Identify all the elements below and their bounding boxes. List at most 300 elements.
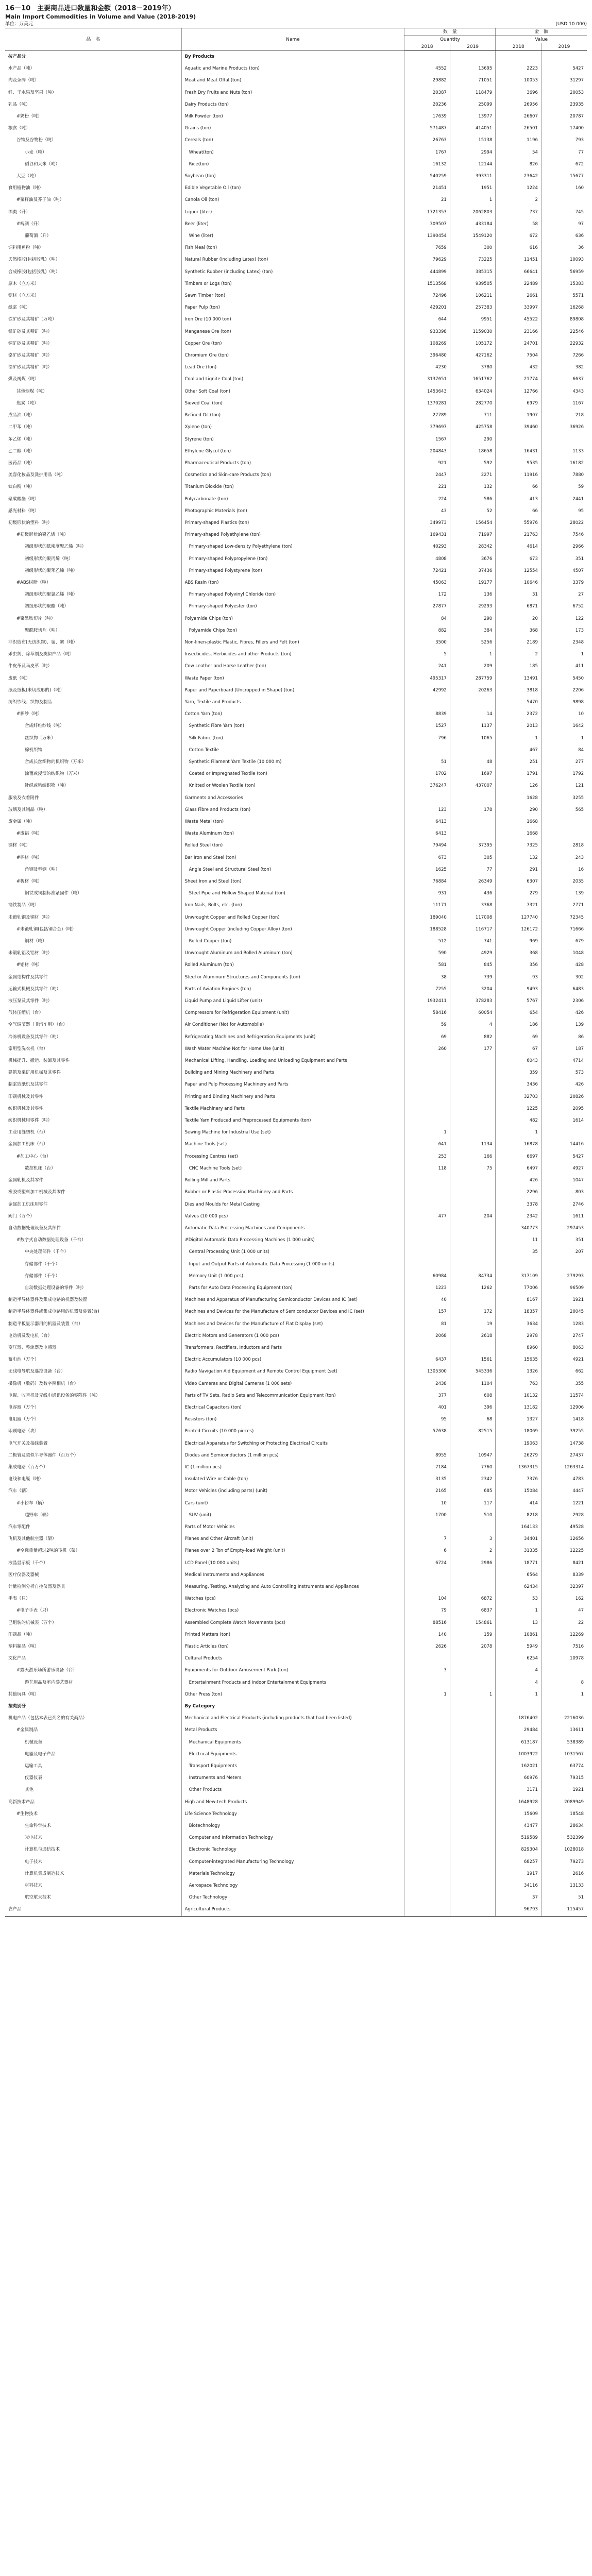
- cell-value-2019: 9898: [541, 697, 587, 708]
- cell-value-2018: 164133: [496, 1521, 542, 1533]
- cell-quantity-2018: 123: [404, 804, 450, 816]
- cell-name-en: Mechanical Lifting, Handling, Loading and Unloading Equipment and Parts: [181, 1055, 404, 1067]
- cell-value-2018: 356: [496, 959, 542, 971]
- cell-quantity-2018: 189040: [404, 912, 450, 924]
- cell-name-en: Life Science Technology: [181, 1808, 404, 1820]
- cell-quantity-2019: 166: [450, 1151, 496, 1163]
- cell-quantity-2018: 26763: [404, 134, 450, 146]
- cell-name-en: Printing and Binding Machinery and Parts: [181, 1091, 404, 1103]
- cell-value-2019: 47: [541, 1605, 587, 1617]
- cell-value-2018: 2: [496, 649, 542, 660]
- cell-quantity-2018: 8839: [404, 708, 450, 720]
- cell-quantity-2019: 1104: [450, 1378, 496, 1390]
- cell-name-en: Waste Paper (ton): [181, 673, 404, 685]
- cell-value-2018: 60976: [496, 1772, 542, 1784]
- cell-value-2019: 679: [541, 936, 587, 947]
- cell-name-cn: 废金属（吨）: [8, 819, 35, 824]
- cell-value-2019: [541, 828, 587, 840]
- cell-value-2019: 39255: [541, 1426, 587, 1437]
- cell-name-en: Insulated Wire or Cable (ton): [181, 1473, 404, 1485]
- cell-name-cn: 锯材（立方米）: [8, 293, 39, 299]
- cell-quantity-2018: [404, 1223, 450, 1234]
- table-row: [5, 1569, 587, 1581]
- cell-quantity-2018: 1625: [404, 864, 450, 876]
- cell-name-cn: 印刷电路（块）: [8, 1429, 39, 1434]
- cell-value-2018: 3634: [496, 1318, 542, 1330]
- cell-quantity-2019: 4929: [450, 947, 496, 959]
- cell-name-en: Mechanical and Electrical Products (including products that had been listed): [181, 1713, 404, 1724]
- cell-name-cn: 苯乙烯（吨）: [8, 436, 35, 442]
- cell-quantity-2018: [404, 1832, 450, 1844]
- cell-value-2018: [496, 51, 542, 63]
- cell-value-2018: 39460: [496, 421, 542, 433]
- cell-name-cn: 气体压缩机（台）: [8, 1010, 44, 1016]
- cell-quantity-2019: 3676: [450, 553, 496, 565]
- cell-value-2019: 79315: [541, 1772, 587, 1784]
- cell-value-2018: 1: [496, 733, 542, 744]
- table-row: [5, 1270, 587, 1282]
- cell-name-en: Titanium Dioxide (ton): [181, 481, 404, 493]
- cell-value-2019: 22: [541, 1617, 587, 1629]
- cell-value-2018: 23166: [496, 326, 542, 338]
- cell-value-2018: 279: [496, 888, 542, 900]
- cell-value-2019: 793: [541, 134, 587, 146]
- cell-name-cn: 按类别分: [8, 1704, 26, 1709]
- cell-value-2018: 291: [496, 864, 542, 876]
- cell-name-en: Rolled Copper (ton): [181, 936, 404, 947]
- cell-name-cn: 农产品: [8, 1907, 22, 1912]
- cell-name-cn: 手表（只）: [8, 1596, 30, 1602]
- cell-value-2019: [541, 1665, 587, 1676]
- cell-quantity-2019: 437007: [450, 780, 496, 792]
- cell-name-cn: 初级形状的聚酯（吨）: [25, 604, 69, 609]
- cell-quantity-2018: 644: [404, 314, 450, 326]
- cell-quantity-2019: [450, 1055, 496, 1067]
- cell-quantity-2019: 52: [450, 505, 496, 517]
- cell-name-cn: 初级形状的低密度聚乙烯（吨）: [25, 544, 87, 550]
- cell-name-en: Rolling Mill and Parts: [181, 1175, 404, 1187]
- table-row: [5, 1318, 587, 1330]
- cell-quantity-2018: 188528: [404, 924, 450, 936]
- cell-value-2018: 32703: [496, 1091, 542, 1103]
- cell-name-en: Measuring, Testing, Analyzing and Auto Controlling Instruments and Appliances: [181, 1581, 404, 1593]
- cell-name-cn: 医药品（吨）: [8, 460, 35, 466]
- cell-name-cn: 铅矿砂及其精矿（吨）: [8, 365, 53, 370]
- cell-value-2018: 43477: [496, 1820, 542, 1832]
- cell-quantity-2019: [450, 1234, 496, 1246]
- cell-name-en: Rubber or Plastic Processing Machinery and Parts: [181, 1187, 404, 1198]
- table-row: [5, 1701, 587, 1713]
- table-row: [5, 888, 587, 900]
- cell-name-cn: 葡萄酒（升）: [25, 233, 52, 239]
- cell-name-en: Non-linen-plastic Plastic, Fibres, Fillers and Felt (ton): [181, 637, 404, 649]
- cell-name-en: Machines and Devices for the Manufacture of Semiconductor Devices and IC (set): [181, 1306, 404, 1318]
- cell-quantity-2019: 1549120: [450, 230, 496, 242]
- cell-quantity-2018: 796: [404, 733, 450, 744]
- cell-value-2019: 532399: [541, 1832, 587, 1844]
- cell-quantity-2018: 108269: [404, 338, 450, 350]
- cell-value-2018: 1668: [496, 816, 542, 828]
- cell-value-2018: 69: [496, 1031, 542, 1043]
- cell-value-2019: 1: [541, 649, 587, 660]
- table-row: [5, 517, 587, 529]
- cell-value-2018: 1: [496, 1605, 542, 1617]
- cell-quantity-2018: 429201: [404, 302, 450, 314]
- cell-name-cn: 已组装的机械表（万个）: [8, 1620, 57, 1625]
- cell-name-en: Valves (10 000 pcs): [181, 1211, 404, 1223]
- table-row: [5, 1462, 587, 1473]
- cell-quantity-2018: 69: [404, 1031, 450, 1043]
- table-row: [5, 134, 587, 146]
- cell-name-en: Rolled Steel (ton): [181, 840, 404, 852]
- cell-quantity-2018: 60984: [404, 1270, 450, 1282]
- cell-name-cn: 金属加工机床（台）: [8, 1142, 48, 1147]
- cell-value-2019: 3379: [541, 577, 587, 589]
- cell-value-2019: 20787: [541, 111, 587, 123]
- cell-value-2019: 12225: [541, 1545, 587, 1557]
- cell-quantity-2019: 845: [450, 959, 496, 971]
- cell-name-en: Metal Products: [181, 1724, 404, 1736]
- cell-quantity-2019: 178: [450, 804, 496, 816]
- cell-value-2018: 7376: [496, 1473, 542, 1485]
- cell-quantity-2019: [450, 792, 496, 804]
- cell-value-2018: 31335: [496, 1545, 542, 1557]
- table-title: [5, 4, 587, 13]
- cell-quantity-2018: [404, 1784, 450, 1796]
- cell-value-2019: 17400: [541, 123, 587, 134]
- cell-quantity-2018: [404, 1653, 450, 1665]
- cell-name-cn: 杀虫剂、除草剂及类似产品（吨）: [8, 652, 74, 657]
- cell-value-2019: 8: [541, 1677, 587, 1689]
- cell-name-cn: 越野车（辆）: [25, 1512, 52, 1518]
- cell-name-en: High and New-tech Products: [181, 1797, 404, 1808]
- cell-quantity-2019: 378283: [450, 995, 496, 1007]
- table-row: [5, 421, 587, 433]
- table-row: [5, 1665, 587, 1676]
- cell-value-2018: 672: [496, 230, 542, 242]
- cell-name-en: Printed Circuits (10 000 pieces): [181, 1426, 404, 1437]
- cell-name-en: Machine Tools (set): [181, 1139, 404, 1150]
- table-row: [5, 1557, 587, 1569]
- cell-value-2019: 2348: [541, 637, 587, 649]
- cell-name-en: Iron Nails, Bolts, etc. (ton): [181, 900, 404, 911]
- cell-value-2019: 7546: [541, 529, 587, 541]
- cell-value-2019: 20045: [541, 1306, 587, 1318]
- cell-quantity-2018: 118: [404, 1163, 450, 1175]
- cell-quantity-2018: 72421: [404, 565, 450, 577]
- table-row: [5, 1187, 587, 1198]
- cell-quantity-2019: [450, 1820, 496, 1832]
- cell-value-2018: 7321: [496, 900, 542, 911]
- cell-name-en: Resistors (ton): [181, 1414, 404, 1426]
- cell-value-2019: 355: [541, 1378, 587, 1390]
- cell-quantity-2019: 5256: [450, 637, 496, 649]
- cell-value-2018: 3696: [496, 87, 542, 99]
- cell-quantity-2019: [450, 1175, 496, 1187]
- cell-value-2018: [496, 1701, 542, 1713]
- cell-quantity-2018: 581: [404, 959, 450, 971]
- cell-value-2019: 13133: [541, 1880, 587, 1892]
- cell-name-cn: #菜籽油及芥子油（吨）: [16, 197, 64, 203]
- table-row: [5, 1844, 587, 1856]
- unit-row: [5, 21, 587, 28]
- cell-name-en: Unwrought Copper (including Copper Alloy) (ton): [181, 924, 404, 936]
- cell-value-2019: 2616: [541, 1868, 587, 1880]
- cell-quantity-2018: 29882: [404, 75, 450, 87]
- cell-name-en: Plastic Articles (ton): [181, 1641, 404, 1653]
- cell-name-cn: 纸及纸板(未切成形的)（吨）: [8, 687, 64, 693]
- cell-quantity-2019: 29293: [450, 601, 496, 613]
- cell-name-cn: 冷冻机设备及其零件（吨）: [8, 1034, 61, 1040]
- cell-value-2019: 2746: [541, 1199, 587, 1211]
- table-row: [5, 1856, 587, 1868]
- table-row: [5, 278, 587, 290]
- cell-name-en: Refined Oil (ton): [181, 410, 404, 421]
- cell-value-2019: 71666: [541, 924, 587, 936]
- cell-quantity-2018: 6: [404, 1545, 450, 1557]
- table-row: [5, 1498, 587, 1510]
- cell-name-cn: #电子手表（只）: [16, 1608, 51, 1614]
- table-row: [5, 995, 587, 1007]
- cell-value-2018: 9493: [496, 984, 542, 995]
- table-row: [5, 350, 587, 362]
- cell-name-en: Bar Iron and Steel (ton): [181, 852, 404, 864]
- cell-quantity-2018: 84: [404, 613, 450, 625]
- cell-value-2018: 654: [496, 1007, 542, 1019]
- cell-name-en: Aerospace Technology: [181, 1880, 404, 1892]
- table-row: [5, 362, 587, 374]
- cell-value-2019: 218: [541, 410, 587, 421]
- cell-quantity-2018: [404, 1772, 450, 1784]
- cell-value-2019: 2966: [541, 541, 587, 553]
- cell-name-cn: 食用植物油（吨）: [8, 185, 44, 191]
- cell-name-cn: 塑料制品（吨）: [8, 1644, 39, 1650]
- cell-name-cn: 运输式机械及其零件（吨）: [8, 986, 61, 992]
- cell-value-2019: 139: [541, 888, 587, 900]
- cell-quantity-2019: 711: [450, 410, 496, 421]
- cell-value-2018: 126172: [496, 924, 542, 936]
- cell-name-cn: 金属结构件及其零件: [8, 974, 48, 980]
- cell-name-en: Cereals (ton): [181, 134, 404, 146]
- table-row: [5, 1031, 587, 1043]
- cell-name-en: Primary-shaped Polyester (ton): [181, 601, 404, 613]
- table-row: [5, 1402, 587, 1414]
- cell-quantity-2018: 1567: [404, 434, 450, 446]
- cell-quantity-2018: [404, 51, 450, 63]
- cell-value-2019: 139: [541, 1019, 587, 1031]
- cell-quantity-2019: 71997: [450, 529, 496, 541]
- cell-name-en: ABS Resin (ton): [181, 577, 404, 589]
- cell-quantity-2018: [404, 744, 450, 756]
- cell-quantity-2019: 287759: [450, 673, 496, 685]
- cell-quantity-2018: 241: [404, 660, 450, 672]
- cell-quantity-2019: 117008: [450, 912, 496, 924]
- cell-quantity-2018: 4808: [404, 553, 450, 565]
- cell-name-en: Wash Water Machine Not for Home Use (unit): [181, 1043, 404, 1055]
- table-row: [5, 601, 587, 613]
- cell-name-cn: 航空航天技术: [25, 1895, 52, 1901]
- table-row: [5, 876, 587, 888]
- cell-name-cn: 计算机与通信技术: [25, 1847, 60, 1853]
- cell-name-en: Computer-integrated Manufacturing Technology: [181, 1856, 404, 1868]
- cell-quantity-2019: 436: [450, 888, 496, 900]
- cell-name-en: Entertainment Products and Indoor Entertainment Equipments: [181, 1677, 404, 1689]
- cell-quantity-2018: [404, 1713, 450, 1724]
- table-row: [5, 457, 587, 469]
- cell-value-2018: 93: [496, 972, 542, 984]
- cell-name-cn: #露天游乐场所游乐设备（台）: [16, 1668, 77, 1673]
- cell-name-cn: 稻谷和大米（吨）: [25, 161, 60, 167]
- cell-quantity-2019: 7760: [450, 1462, 496, 1473]
- table-row: [5, 972, 587, 984]
- cell-name-en: By Products: [181, 51, 404, 63]
- cell-name-cn: 大豆（吨）: [16, 174, 39, 179]
- table-row: [5, 1510, 587, 1521]
- cell-value-2019: 636: [541, 230, 587, 242]
- cell-name-cn: 煤及褐煤（吨）: [8, 377, 39, 382]
- cell-name-cn: #棒材（吨）: [16, 855, 42, 860]
- cell-value-2018: 21763: [496, 529, 542, 541]
- table-row: [5, 912, 587, 924]
- cell-name-cn: 二甲苯（吨）: [8, 425, 35, 430]
- cell-quantity-2019: 75: [450, 1163, 496, 1175]
- cell-name-cn: 集成电路（百万个）: [8, 1464, 48, 1470]
- cell-value-2018: 6979: [496, 398, 542, 410]
- cell-name-en: Glass Fibre and Products (ton): [181, 804, 404, 816]
- cell-value-2018: 35: [496, 1246, 542, 1258]
- cell-quantity-2019: [450, 1079, 496, 1091]
- cell-quantity-2019: [450, 1067, 496, 1079]
- cell-name-cn: #数字式自动数据处理设备（千台）: [16, 1238, 86, 1243]
- cell-name-en: Ethylene Glycol (ton): [181, 446, 404, 457]
- cell-name-cn: 其他烟煤（吨）: [16, 388, 47, 394]
- cell-value-2018: 2661: [496, 290, 542, 302]
- cell-name-cn: 成品油（吨）: [8, 413, 35, 418]
- cell-value-2018: 15084: [496, 1485, 542, 1497]
- cell-name-cn: 汽车（辆）: [8, 1488, 30, 1494]
- table-row: [5, 398, 587, 410]
- cell-value-2019: 6483: [541, 984, 587, 995]
- cell-value-2019: 8063: [541, 1342, 587, 1354]
- table-subtitle: [5, 13, 587, 21]
- cell-value-2019: 22932: [541, 338, 587, 350]
- table-row: [5, 242, 587, 254]
- cell-value-2018: 519589: [496, 1832, 542, 1844]
- cell-value-2018: 673: [496, 553, 542, 565]
- cell-value-2019: 11574: [541, 1390, 587, 1402]
- cell-value-2019: 4507: [541, 565, 587, 577]
- cell-value-2018: 26279: [496, 1450, 542, 1462]
- cell-value-2019: 1031567: [541, 1749, 587, 1760]
- cell-quantity-2019: [450, 1187, 496, 1198]
- cell-value-2018: 34116: [496, 1880, 542, 1892]
- cell-quantity-2019: 2994: [450, 147, 496, 159]
- cell-value-2019: 10978: [541, 1653, 587, 1665]
- cell-name-cn: #废铝（吨）: [16, 831, 42, 837]
- table-row: [5, 266, 587, 278]
- cell-name-en: Electronic Watches (pcs): [181, 1605, 404, 1617]
- cell-name-en: Diodes and Semiconductors (1 million pcs): [181, 1450, 404, 1462]
- cell-name-cn: 电器及电子产品: [25, 1751, 56, 1757]
- cell-quantity-2018: 79: [404, 1605, 450, 1617]
- cell-quantity-2018: 1: [404, 1689, 450, 1701]
- cell-value-2018: 1224: [496, 182, 542, 194]
- cell-quantity-2019: 177: [450, 1043, 496, 1055]
- cell-quantity-2019: 290: [450, 613, 496, 625]
- cell-name-en: Fish Meal (ton): [181, 242, 404, 254]
- cell-value-2018: 1876402: [496, 1713, 542, 1724]
- cell-value-2019: 56959: [541, 266, 587, 278]
- cell-name-cn: 自动数据处理设备的零件（吨）: [25, 1285, 87, 1291]
- cell-name-cn: 天然橡胶(包括胶乳)（吨）: [8, 257, 60, 263]
- cell-value-2019: 4447: [541, 1485, 587, 1497]
- cell-quantity-2018: 88516: [404, 1617, 450, 1629]
- table-row: [5, 1055, 587, 1067]
- cell-value-2018: 26956: [496, 99, 542, 111]
- cell-name-en: Chromium Ore (ton): [181, 350, 404, 362]
- cell-quantity-2019: [450, 1342, 496, 1354]
- cell-value-2018: 826: [496, 159, 542, 171]
- cell-value-2019: 1048: [541, 947, 587, 959]
- cell-name-cn: 聚碳酸酯（吨）: [8, 496, 39, 502]
- cell-quantity-2019: 282770: [450, 398, 496, 410]
- cell-value-2019: 2928: [541, 1510, 587, 1521]
- cell-name-cn: 液晶显示板（千个）: [8, 1560, 48, 1566]
- cell-quantity-2019: [450, 1868, 496, 1880]
- cell-quantity-2019: 172: [450, 1306, 496, 1318]
- cell-quantity-2019: [450, 1438, 496, 1450]
- table-row: [5, 1450, 587, 1462]
- cell-name-en: IC (1 million pcs): [181, 1462, 404, 1473]
- cell-value-2018: 2296: [496, 1187, 542, 1198]
- cell-quantity-2018: 3135: [404, 1473, 450, 1485]
- cell-quantity-2019: 209: [450, 660, 496, 672]
- cell-name-cn: 电容器（万个）: [8, 1404, 39, 1410]
- table-row: [5, 207, 587, 218]
- table-row: [5, 936, 587, 947]
- cell-value-2018: 96793: [496, 1904, 542, 1916]
- cell-name-cn: 钛白粉（吨）: [8, 484, 35, 490]
- table-row: [5, 1784, 587, 1796]
- cell-value-2019: 16182: [541, 457, 587, 469]
- cell-value-2018: 3378: [496, 1199, 542, 1211]
- cell-value-2018: 1: [496, 1689, 542, 1701]
- cell-name-en: Iron Ore (10 000 ton): [181, 314, 404, 326]
- cell-name-cn: 原木（立方米）: [8, 281, 39, 286]
- cell-value-2019: 22546: [541, 326, 587, 338]
- cell-value-2019: 351: [541, 1234, 587, 1246]
- cell-value-2018: 67: [496, 1043, 542, 1055]
- cell-quantity-2018: [404, 1581, 450, 1593]
- cell-name-en: Agricultural Products: [181, 1904, 404, 1916]
- cell-value-2019: 351: [541, 553, 587, 565]
- cell-quantity-2019: 396: [450, 1402, 496, 1414]
- cell-value-2019: 3255: [541, 792, 587, 804]
- table-row: [5, 660, 587, 672]
- cell-value-2018: 37: [496, 1892, 542, 1904]
- cell-name-cn: 制造半导体器件及集成电路的机器及装置: [8, 1297, 88, 1303]
- cell-quantity-2019: 2078: [450, 1641, 496, 1653]
- cell-value-2019: 207: [541, 1246, 587, 1258]
- table-row: [5, 1724, 587, 1736]
- col-q-2018: 2018: [404, 43, 450, 51]
- cell-name-en: Instruments and Meters: [181, 1772, 404, 1784]
- cell-value-2019: 16: [541, 864, 587, 876]
- cell-value-2018: 11: [496, 1234, 542, 1246]
- cell-name-cn: 数控机床（台）: [25, 1165, 56, 1171]
- table-row: [5, 756, 587, 768]
- cell-value-2018: 2372: [496, 708, 542, 720]
